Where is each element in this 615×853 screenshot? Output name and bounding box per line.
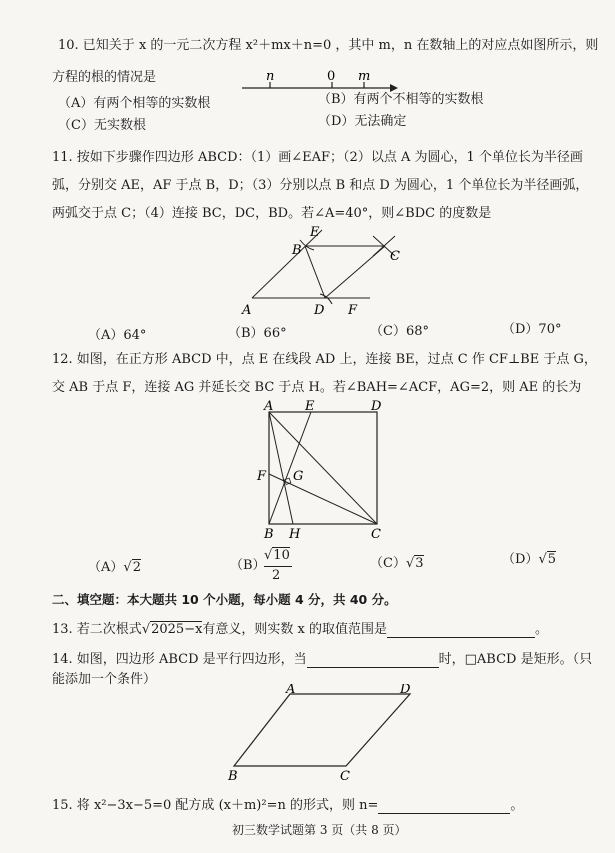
q11-label-a: A <box>242 303 252 318</box>
q12-option-d: （D）√5 <box>502 552 557 567</box>
q12-line1: 12. 如图，在正方形 ABCD 中，点 E 在线段 AD 上，连接 BE，过点 C 作 CF⊥BE 于点 G， <box>52 352 597 367</box>
q14-label-a: A <box>286 684 296 697</box>
q13-suffix: 有意义，则实数 x 的取值范围是 <box>202 622 388 637</box>
q10-option-c: （C）无实数根 <box>58 118 146 133</box>
q11-label-e: E <box>310 225 320 240</box>
q12-option-c: （C）√3 <box>370 556 424 571</box>
q11-label-f: F <box>348 303 358 318</box>
q13-prefix: 13. 若二次根式 <box>52 622 142 637</box>
q14-figure <box>222 684 422 784</box>
q12-option-a-label: （A） <box>88 560 124 575</box>
q15-answer-blank[interactable] <box>378 799 510 814</box>
exam-page: 10. 已知关于 x 的一元二次方程 x²＋mx＋n=0 ，其中 m，n 在数轴上的对应点如图所示，则 方程的根的情况是 n 0 m （A）有两个相等的实数根 （B）有两个不相等的实数根 （C）无实数根 （D）无法确定 11. 按如下步骤作四边形 ABCD：（1）画∠EAF；（2）以点 A 为圆心，1 个单位长为半径画 弧，分别交 AE，AF 于点 B，D；（3）分别以点 B 和点 D 为圆心，1 个单位长为半径画弧， 两弧交于点 C；（4）连接 BC，DC，BD。若∠A=40°，则∠BDC 的度数是 E B C A D F （A）64° （B）66° （C）68° （D）70° 12. 如图，在正方形 ABCD 中，点 E 在线段 AD 上，连接 BE，过点 C 作 CF⊥BE 于点 G， 交 AB 于点 F，连接 AG 并延长交 BC 于点 H。若∠BAH=∠ACF，AG=2，则 AE 的长为 A E D F G B H C （A）√2 （B） √10 2 （C）√3 （D）√5 二、填空题：本大题共 10 个小题，每小题 4 分，共 40 分。 13. 若二次根式√2025−x有意义，则实数 x 的取值范围是 。 14. 如图，四边形 ABCD 是平行四边形，当 时，□ABCD 是矩形。（只 能添加一个条件） A D B C 15. 将 x²−3x−5=0 配方成 (x＋m)²=n 的形式，则 n= 。 初三数学试题第 3 页（共 8 页） <box>52 38 599 837</box>
q12-label-f: F <box>257 469 267 484</box>
q10-option-d: （D）无法确定 <box>318 114 407 129</box>
q13-answer-blank[interactable] <box>387 623 535 638</box>
q11-label-d: D <box>314 303 325 318</box>
q12-line2: 交 AB 于点 F，连接 AG 并延长交 BC 于点 H。若∠BAH=∠ACF，AG=2，则 AE 的长为 <box>52 380 582 395</box>
axis-label-m: m <box>358 69 371 84</box>
q15-text: 15. 将 x²−3x−5=0 配方成 (x＋m)²=n 的形式，则 n= <box>52 798 379 813</box>
q14-answer-blank[interactable] <box>307 653 439 668</box>
q12-option-b-label: （B） <box>230 558 266 573</box>
q13-line: 13. 若二次根式√2025−x有意义，则实数 x 的取值范围是 。 <box>52 622 549 637</box>
q13-end: 。 <box>535 622 549 637</box>
q12-label-e: E <box>305 400 315 414</box>
q15-line <box>52 798 523 814</box>
q10-stem-line2: 方程的根的情况是 <box>52 70 157 85</box>
q15-end: 。 <box>510 798 524 813</box>
q11-line3: 两弧交于点 C；（4）连接 BC，DC，BD。若∠A=40°，则∠BDC 的度数是 <box>52 206 492 221</box>
q14-label-c: C <box>340 769 350 784</box>
q12-option-a: （A）√2 <box>88 560 141 575</box>
q12-option-d-radicand: 5 <box>547 552 557 567</box>
q14-label-b: B <box>228 769 238 784</box>
q12-label-d: D <box>371 400 382 414</box>
q12-label-a: A <box>264 400 274 414</box>
q14-line1-prefix: 14. 如图，四边形 ABCD 是平行四边形，当 <box>52 652 307 667</box>
q14-line1 <box>52 652 592 668</box>
q10-stem-line1: 10. 已知关于 x 的一元二次方程 x²＋mx＋n=0 ，其中 m，n 在数轴上的对应点如图所示，则 <box>58 38 599 53</box>
q11-line1: 11. 按如下步骤作四边形 ABCD：（1）画∠EAF；（2）以点 A 为圆心，1 个单位长为半径画 <box>52 150 583 165</box>
q12-figure <box>255 400 395 542</box>
q11-option-d: （D）70° <box>502 322 562 337</box>
q12-option-b-denominator: 2 <box>272 568 281 583</box>
q12-option-b-numerator: 10 <box>273 548 290 563</box>
q10-option-b: （B）有两个不相等的实数根 <box>318 92 484 107</box>
q11-option-c: （C）68° <box>370 324 429 339</box>
q12-label-c: C <box>371 527 381 542</box>
page-footer: 初三数学试题第 3 页（共 8 页） <box>232 823 407 837</box>
q11-line2: 弧，分别交 AE，AF 于点 B，D；（3）分别以点 B 和点 D 为圆心，1 个单位长为半径画弧， <box>52 178 589 193</box>
q12-option-d-label: （D） <box>502 552 539 567</box>
q13-radicand: 2025−x <box>151 622 203 637</box>
q12-option-c-radicand: 3 <box>415 556 424 571</box>
q12-label-h: H <box>289 527 301 542</box>
q11-option-b: （B）66° <box>228 326 287 341</box>
q12-label-g: G <box>293 469 304 484</box>
section2-heading: 二、填空题：本大题共 10 个小题，每小题 4 分，共 40 分。 <box>52 592 397 607</box>
q14-label-d: D <box>400 684 411 697</box>
q12-option-c-label: （C） <box>370 556 406 571</box>
q12-label-b: B <box>264 527 274 542</box>
q11-label-c: C <box>390 249 400 264</box>
q14-line1-suffix: 时，□ABCD 是矩形。（只 <box>438 652 593 667</box>
q11-option-a: （A）64° <box>88 328 147 343</box>
q11-label-b: B <box>292 243 302 258</box>
q10-option-a: （A）有两个相等的实数根 <box>58 96 211 111</box>
axis-label-n: n <box>266 69 275 84</box>
q11-figure <box>230 222 420 318</box>
q14-line2: 能添加一个条件） <box>52 672 157 687</box>
q12-option-a-radicand: 2 <box>132 560 141 575</box>
axis-label-zero: 0 <box>327 69 336 84</box>
